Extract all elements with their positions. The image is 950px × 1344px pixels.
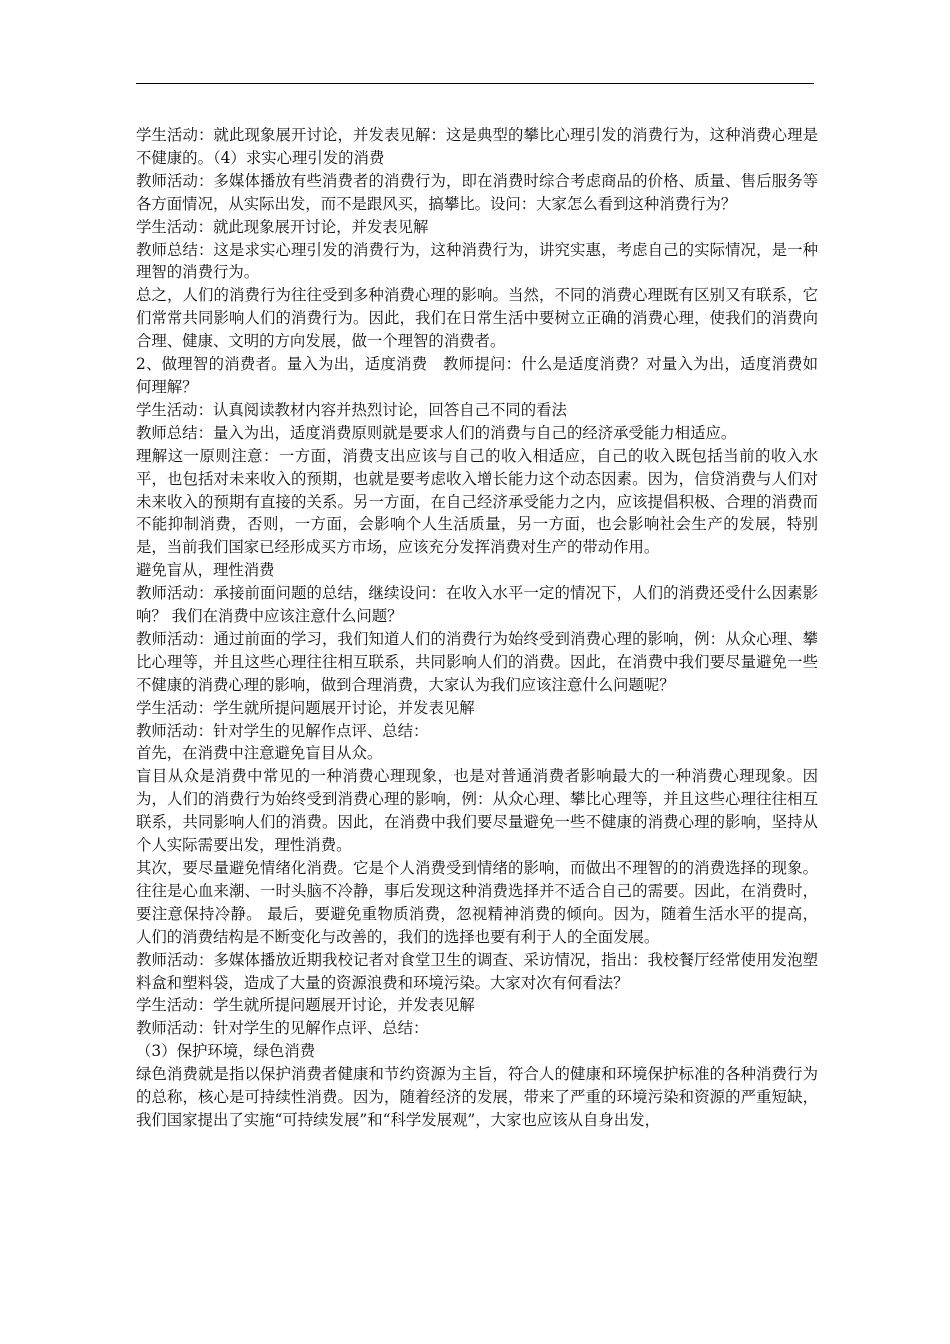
paragraph: 绿色消费就是指以保护消费者健康和节约资源为主旨，符合人的健康和环境保护标准的各种消费行为的总称，核心是可持续性消费。因为，随着经济的发展，带来了严重的环境污染和资源的严重短缺，我们国家提出了实施“可持续发展”和“科学发展观”，大家也应该从自身出发， (136, 1065, 818, 1129)
paragraph: 学生活动：学生就所提问题展开讨论，并发表见解 (136, 698, 475, 717)
paragraph: 2、做理智的消费者。量入为出，适度消费 教师提问：什么是适度消费？对量入为出，适度消费如何理解？ (136, 355, 818, 396)
paragraph: 避免盲从，理性消费 (136, 561, 275, 580)
header-rule (136, 83, 814, 84)
paragraph: 教师活动：通过前面的学习，我们知道人们的消费行为始终受到消费心理的影响，例：从众心理、攀比心理等，并且这些心理往往相互联系，共同影响人们的消费。因此，在消费中我们要尽量避免一些不健康的消费心理的影响，做到合理消费，大家认为我们应该注意什么问题呢？ (136, 629, 818, 694)
paragraph: 理解这一原则注意：一方面，消费支出应该与自己的收入相适应，自己的收入既包括当前的收入水平，也包括对未来收入的预期，也就是要考虑收入增长能力这个动态因素。因为，信贷消费与人们对未来收入的预期有直接的关系。另一方面，在自己经济承受能力之内，应该提倡积极、合理的消费而不能抑制消费，否则，一方面，会影响个人生活质量，另一方面，也会影响社会生产的发展，特别是，当前我们国家已经形成买方市场，应该充分发挥消费对生产的带动作用。 (136, 446, 818, 557)
paragraph: （3）保护环境，绿色消费 (136, 1042, 316, 1061)
paragraph: 教师活动：承接前面问题的总结，继续设问：在收入水平一定的情况下，人们的消费还受什么因素影响？ 我们在消费中应该注意什么问题？ (136, 584, 818, 626)
paragraph: 教师活动：多媒体播放近期我校记者对食堂卫生的调查、采访情况，指出：我校餐厅经常使用发泡塑料盒和塑料袋，造成了大量的资源浪费和环境污染。大家对次有何看法？ (136, 950, 818, 992)
paragraph: 盲目从众是消费中常见的一种消费心理现象，也是对普通消费者影响最大的一种消费心理现象。因为，人们的消费行为始终受到消费心理的影响，例：从众心理、攀比心理等，并且这些心理往往相互联系，共同影响人们的消费。因此，在消费中我们要尽量避免一些不健康的消费心理的影响，坚持从个人实际需要出发，理性消费。 (136, 767, 818, 855)
paragraph: 学生活动：就此现象展开讨论，并发表见解 (136, 217, 429, 236)
paragraph: 教师活动：针对学生的见解作点评、总结： (136, 721, 429, 740)
document-body (136, 124, 818, 1132)
paragraph: 教师活动：多媒体播放有些消费者的消费行为，即在消费时综合考虑商品的价格、质量、售后服务等各方面情况，从实际出发，而不是跟风买，搞攀比。设问：大家怎么看到这种消费行为？ (136, 171, 818, 213)
paragraph: 首先，在消费中注意避免盲目从众。 (136, 744, 383, 763)
paragraph: 学生活动：认真阅读教材内容并热烈讨论，回答自己不同的看法 (136, 400, 567, 419)
paragraph: 教师总结：量入为出，适度消费原则就是要求人们的消费与自己的经济承受能力相适应。 (136, 423, 737, 442)
paragraph: 教师总结：这是求实心理引发的消费行为，这种消费行为，讲究实惠，考虑自己的实际情况，是一种理智的消费行为。 (136, 240, 818, 282)
paragraph: 学生活动：就此现象展开讨论，并发表见解：这是典型的攀比心理引发的消费行为，这种消费心理是不健康的。（4）求实心理引发的消费 (136, 126, 818, 167)
paragraph: 其次，要尽量避免情绪化消费。它是个人消费受到情绪的影响，而做出不理智的的消费选择的现象。往往是心血来潮、一时头脑不冷静，事后发现这种消费选择并不适合自己的需要。因此，在消费时，要注意保持冷静。 最后，要避免重物质消费，忽视精神消费的倾向。因为，随着生活水平的提高，人们的消费结构是不断变化与改善的，我们的选择也要有利于人的全面发展。 (136, 859, 818, 946)
paragraph: 学生活动：学生就所提问题展开讨论，并发表见解 (136, 996, 475, 1015)
paragraph: 总之，人们的消费行为往往受到多种消费心理的影响。当然，不同的消费心理既有区别又有联系，它们常常共同影响人们的消费行为。因此，我们在日常生活中要树立正确的消费心理，使我们的消费向合理、健康、文明的方向发展，做一个理智的消费者。 (136, 286, 818, 351)
paragraph: 教师活动：针对学生的见解作点评、总结： (136, 1019, 429, 1038)
